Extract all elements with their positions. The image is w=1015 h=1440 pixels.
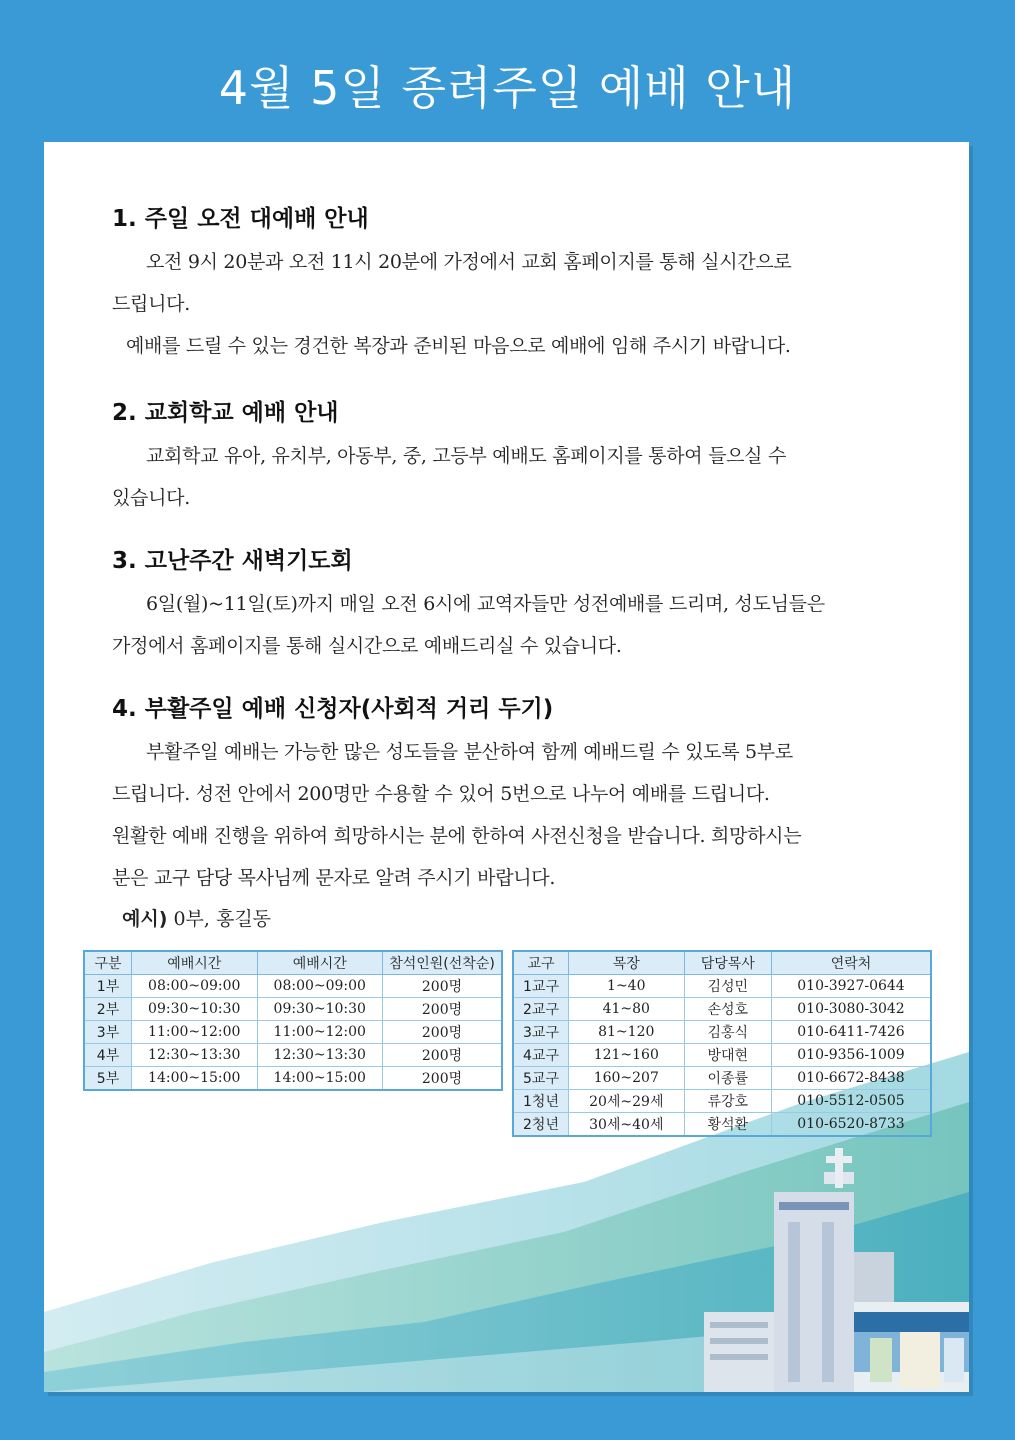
table-cell: 010-6672-8438: [772, 1067, 932, 1090]
table-cell: 2부: [84, 998, 132, 1021]
table-cell: 김성민: [684, 975, 771, 998]
section-1: [112, 200, 922, 367]
table-cell: 황석환: [684, 1113, 771, 1137]
table-cell: 14:00~15:00: [257, 1067, 383, 1091]
table-cell: 11:00~12:00: [257, 1021, 383, 1044]
section-4: [112, 690, 922, 899]
section-text: 오전 9시 20분과 오전 11시 20분에 가정에서 교회 홈페이지를 통해 실시간으로: [146, 251, 792, 273]
column-header: 예배시간: [257, 951, 383, 975]
table-cell: 1청년: [513, 1090, 569, 1113]
example-line: [122, 904, 271, 931]
section-heading: 1. 주일 오전 대예배 안내: [112, 206, 369, 232]
table-row: [513, 1021, 931, 1044]
table-cell: 방대현: [684, 1044, 771, 1067]
example-text: 0부, 홍길동: [167, 908, 272, 930]
table-cell: 010-3080-3042: [772, 998, 932, 1021]
schedule-table: [83, 950, 503, 1091]
table-row: [513, 998, 931, 1021]
table-cell: 5교구: [513, 1067, 569, 1090]
table-cell: 09:30~10:30: [132, 998, 258, 1021]
table-row: [513, 1044, 931, 1067]
table-row: [513, 1067, 931, 1090]
section-text: 예배를 드릴 수 있는 경건한 복장과 준비된 마음으로 예배에 임해 주시기 바랍니다.: [126, 335, 791, 357]
table-cell: 1~40: [569, 975, 685, 998]
table-cell: 41~80: [569, 998, 685, 1021]
table-cell: 200명: [383, 998, 503, 1021]
table-cell: 200명: [383, 1021, 503, 1044]
table-cell: 류강호: [684, 1090, 771, 1113]
column-header: 목장: [569, 951, 685, 975]
table-cell: 4교구: [513, 1044, 569, 1067]
table-row: [84, 1044, 502, 1067]
table-cell: 1부: [84, 975, 132, 998]
table-cell: 08:00~09:00: [257, 975, 383, 998]
notice-card: [44, 142, 969, 1392]
table-cell: 3교구: [513, 1021, 569, 1044]
section-text: 부활주일 예배는 가능한 많은 성도들을 분산하여 함께 예배드릴 수 있도록 5부로: [146, 741, 793, 763]
table-cell: 손성호: [684, 998, 771, 1021]
table-cell: 11:00~12:00: [132, 1021, 258, 1044]
table-cell: 81~120: [569, 1021, 685, 1044]
section-text: 분은 교구 담당 목사님께 문자로 알려 주시기 바랍니다.: [112, 867, 556, 889]
table-cell: 010-5512-0505: [772, 1090, 932, 1113]
section-text: 교회학교 유아, 유치부, 아동부, 중, 고등부 예배도 홈페이지를 통하여 들으실 수: [146, 445, 787, 467]
column-header: 담당목사: [684, 951, 771, 975]
table-cell: 09:30~10:30: [257, 998, 383, 1021]
example-label: 예시): [122, 908, 168, 930]
table-cell: 200명: [383, 975, 503, 998]
section-3: [112, 542, 922, 667]
table-row: [513, 975, 931, 998]
page-title: 4월 5일 종려주일 예배 안내: [218, 61, 797, 115]
table-cell: 12:30~13:30: [132, 1044, 258, 1067]
contact-table: [512, 950, 932, 1137]
table-cell: 2교구: [513, 998, 569, 1021]
table-cell: 3부: [84, 1021, 132, 1044]
column-header: 교구: [513, 951, 569, 975]
section-text: 드립니다.: [112, 293, 190, 315]
table-row: [84, 1021, 502, 1044]
table-cell: 12:30~13:30: [257, 1044, 383, 1067]
church-building-image: [704, 1142, 969, 1392]
table-cell: 010-9356-1009: [772, 1044, 932, 1067]
section-text: 원활한 예배 진행을 위하여 희망하시는 분에 한하여 사전신청을 받습니다. 희망하시는: [112, 825, 802, 847]
table-cell: 14:00~15:00: [132, 1067, 258, 1091]
section-text: 있습니다.: [112, 487, 190, 509]
table-cell: 160~207: [569, 1067, 685, 1090]
table-cell: 200명: [383, 1067, 503, 1091]
table-cell: 4부: [84, 1044, 132, 1067]
column-header: 참석인원(선착순): [383, 951, 503, 975]
section-text: 가정에서 홈페이지를 통해 실시간으로 예배드리실 수 있습니다.: [112, 635, 622, 657]
table-cell: 010-3927-0644: [772, 975, 932, 998]
table-header-row: [84, 951, 502, 975]
section-heading: 3. 고난주간 새벽기도회: [112, 548, 353, 574]
section-heading: 2. 교회학교 예배 안내: [112, 400, 339, 426]
table-row: [84, 975, 502, 998]
table-cell: 5부: [84, 1067, 132, 1091]
table-cell: 121~160: [569, 1044, 685, 1067]
section-text: 6일(월)~11일(토)까지 매일 오전 6시에 교역자들만 성전예배를 드리며, 성도님들은: [146, 593, 825, 615]
table-row: [84, 1067, 502, 1091]
table-cell: 08:00~09:00: [132, 975, 258, 998]
table-cell: 200명: [383, 1044, 503, 1067]
table-cell: 30세~40세: [569, 1113, 685, 1137]
column-header: 예배시간: [132, 951, 258, 975]
table-row: [513, 1090, 931, 1113]
table-header-row: [513, 951, 931, 975]
column-header: 연락처: [772, 951, 932, 975]
table-cell: 김홍식: [684, 1021, 771, 1044]
table-row: [513, 1113, 931, 1137]
section-text: 드립니다. 성전 안에서 200명만 수용할 수 있어 5번으로 나누어 예배를 드립니다.: [112, 783, 770, 805]
table-cell: 이종률: [684, 1067, 771, 1090]
table-cell: 1교구: [513, 975, 569, 998]
table-cell: 010-6520-8733: [772, 1113, 932, 1137]
column-header: 구분: [84, 951, 132, 975]
section-heading: 4. 부활주일 예배 신청자(사회적 거리 두기): [112, 696, 554, 722]
table-cell: 2청년: [513, 1113, 569, 1137]
section-2: [112, 394, 922, 519]
table-cell: 010-6411-7426: [772, 1021, 932, 1044]
table-cell: 20세~29세: [569, 1090, 685, 1113]
table-row: [84, 998, 502, 1021]
